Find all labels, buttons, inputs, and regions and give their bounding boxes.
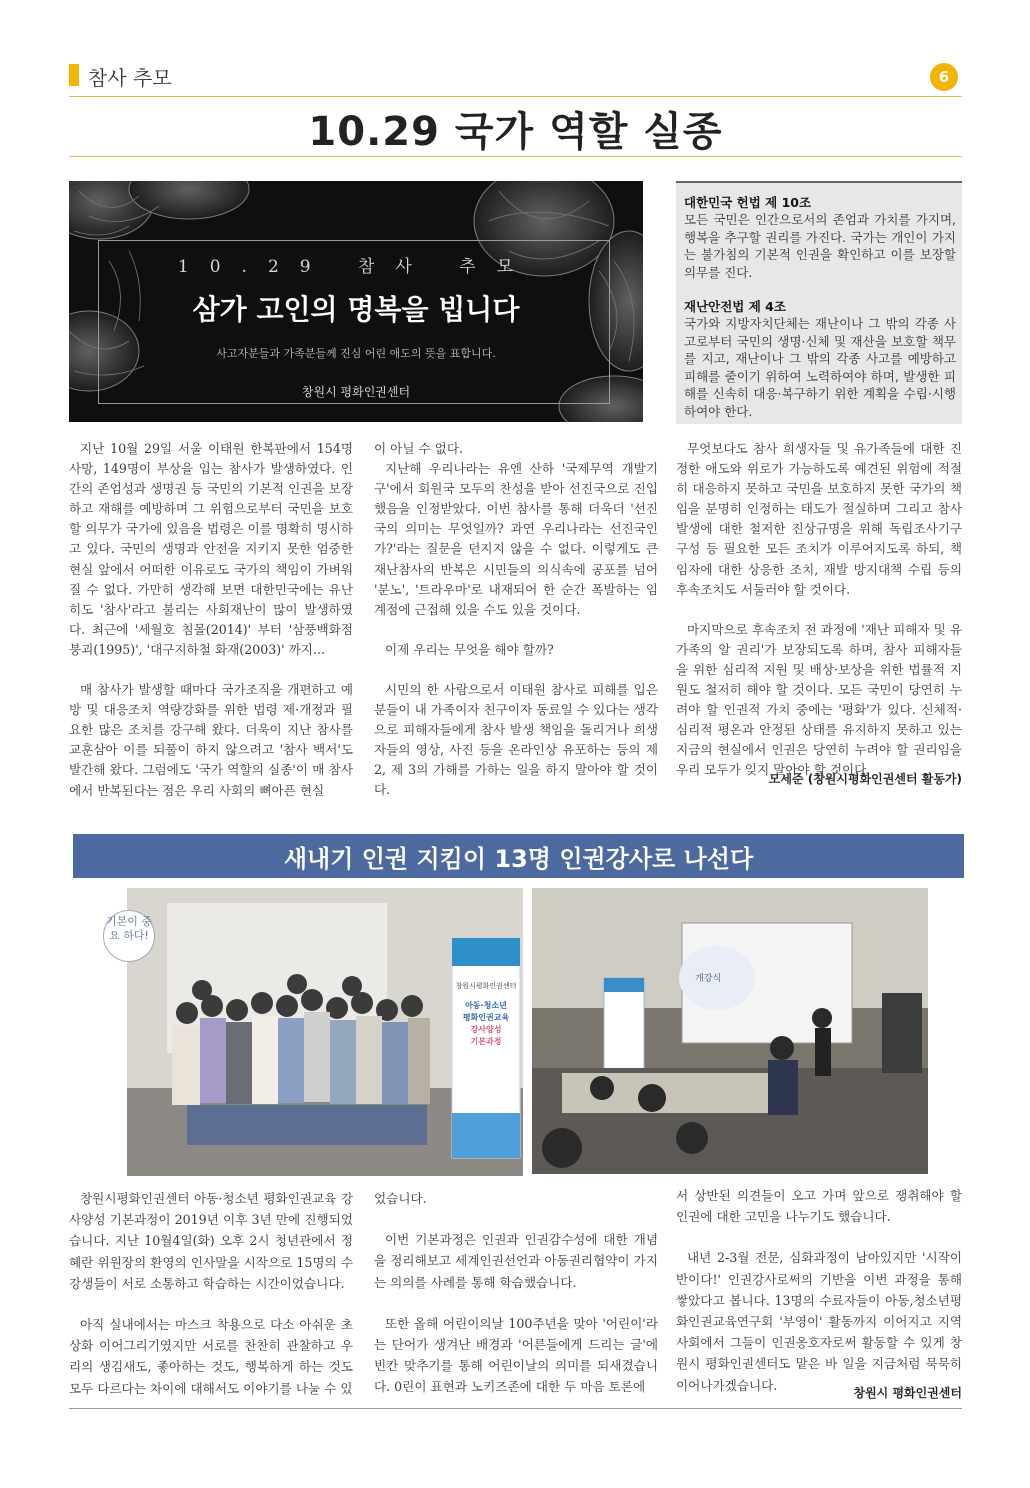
section-label: 참사 추모 bbox=[88, 66, 172, 90]
classroom-photo bbox=[532, 888, 928, 1174]
paragraph: 매 참사가 발생할 때마다 국가조직을 개편하고 예방 및 대응조치 역량강화를 위한 법령 제·개정과 필요한 많은 조치를 강구해 왔다. 더욱이 지난 참사를 교훈삼아 이를 되풀이 하지 않으려고 '참사 백서'도 발간해 왔다. 그럼에도 '국가 역할의 실종'이 매 참사에서 반복된다는 점은 우리 사회의 뼈아픈 현실 bbox=[69, 682, 353, 798]
article1-column-3 bbox=[676, 439, 962, 781]
paragraph: 서 상반된 의견들이 오고 가며 앞으로 쟁취해야 할 인권에 대한 고민을 나누기도 했습니다. bbox=[676, 1188, 962, 1225]
article2-title: 새내기 인권 지킴이 13명 인권강사로 나선다 bbox=[283, 845, 754, 873]
speech-bubble: 기본이 중요 하다! bbox=[103, 910, 155, 962]
paragraph: 지난해 우리나라는 유엔 산하 '국제무역 개발기구'에서 회원국 모두의 찬성을 받아 선진국으로 진입했음을 인정받았다. 이번 참사를 통해 더욱더 '선진국의 의미는 무엇일까? 과연 우리나라는 선진국인가?'라는 질문을 던지지 않을 수 없다. 이렇게도 큰 재난참사의 반복은 시민들의 의식속에 공포를 넘어 '분노', '트라우마'로 내재되어 한 순간 폭발하는 임계점에 근접해 있을 수도 있을 것이다. bbox=[374, 461, 658, 617]
paragraph: 었습니다. bbox=[374, 1191, 427, 1206]
article2-signature: 창원시 평화인권센터 bbox=[853, 1386, 962, 1400]
law-heading-disaster: 재난안전법 제 4조 bbox=[684, 299, 786, 314]
banner-title: 삼가 고인의 명복을 빕니다 bbox=[192, 293, 520, 326]
paragraph: 창원시평화인권센터 아동·청소년 평화인권교육 강사양성 기본과정이 2019년 이후 3년 만에 진행되었습니다. 지난 10월4일(화) 오후 2시 청년관에서 정혜란 위원장의 환영의 인사말을 시작으로 15명의 수강생들이 서로 소통하고 학습하는 시간이었습니다. bbox=[69, 1191, 353, 1291]
screen-text: 개강식 bbox=[695, 974, 722, 984]
paragraph: 마지막으로 후속조치 전 과정에 '재난 피해자 및 유가족의 알 권리'가 보장되도록 하며, 참사 피해자들을 위한 심리적 지원 및 배상·보상을 위한 법률적 지원도 철저히 해야 할 것이다. 모든 국민이 당연히 누려야 할 인권적 가치 중에는 '평화'가 있다. 신체적·심리적 평온과 안정된 상태를 유지하지 못하고 있는 지금의 현실에서 인권은 당연히 누려야 할 권리임을 우리 모두가 잊지 말아야 할 것이다. bbox=[676, 621, 962, 778]
sign-line-2: 평화인권교육 bbox=[462, 1013, 510, 1022]
page-number: 6 bbox=[930, 63, 958, 91]
paragraph: 이제 우리는 무엇을 해야 할까? bbox=[385, 641, 554, 657]
article1-signature: 모세준 (창원시평화인권센터 활동가) bbox=[768, 772, 962, 786]
paragraph: 이번 기본과정은 인권과 인권감수성에 대한 개념을 정리해보고 세계인권선언과 아동권리협약이 가지는 의의를 사례를 통해 학습했습니다. bbox=[374, 1232, 658, 1290]
paragraph: 지난 10월 29일 서울 이태원 한복판에서 154명 사망, 149명이 부상을 입는 참사가 발생하였다. 인간의 존엄성과 생명권 등 국민의 기본적 인권을 보장하고 재해를 예방하며 그 위험으로부터 국민을 보호할 의무가 국가에 있음을 법령은 이를 명확히 명시하고 있다. 국민의 생명과 안전을 지키지 못한 엄중한 현실 앞에서 어떠한 이유로도 국가의 책임이 가벼워질 수 없다. 가만히 생각해 보면 대한민국에는 유난히도 '참사'라고 불리는 사회재난이 많이 발생하였다. 최근에 '세월호 침몰(2014)' 부터 '삼풍백화점 붕괴(1995)', '대구지하철 화재(2003)' 까지... bbox=[69, 441, 353, 657]
paragraph: 아직 실내에서는 마스크 착용으로 다소 아쉬운 초상화 이어그리기였지만 서로를 찬찬히 관찰하고 우리의 생김새도, 좋아하는 것도, 행복하게 하는 것도 모두 다르다는 차이에 대해서도 이야기를 나눌 수 있 bbox=[69, 1317, 353, 1396]
header-rule-bottom bbox=[69, 156, 962, 157]
article2-column-2 bbox=[374, 1188, 658, 1398]
section-marker bbox=[69, 64, 79, 86]
header-rule-top bbox=[69, 96, 962, 97]
group-photo bbox=[127, 888, 523, 1176]
banner-kicker: 10.29 참사 추모 bbox=[177, 257, 535, 277]
article2-column-3 bbox=[676, 1185, 962, 1396]
sign-line-3: 강사양성 bbox=[470, 1025, 502, 1034]
banner-org: 창원시 평화인권센터 bbox=[301, 385, 411, 399]
page-title: 10.29 국가 역할 실종 bbox=[308, 109, 723, 155]
paragraph: 또한 올해 어린이의날 100주년을 맞아 '어린이'라는 단어가 생겨난 배경과 '어른들에게 드리는 글'에 빈칸 맞추기를 통해 어린이날의 의미를 되새겼습니다. 0린이 표현과 노키즈존에 대한 두 마음 토론에 bbox=[374, 1315, 658, 1395]
paragraph: 무엇보다도 참사 희생자들 및 유가족들에 대한 진정한 애도와 위로가 가능하도록 예견된 위험에 적절히 대응하지 못하고 국민을 보호하지 못한 국가의 책임을 분명히 인정하는 태도가 절실하며 그리고 참사발생에 대한 철저한 진상규명을 위해 독립조사기구 구성 등 필요한 모든 조치가 이루어지도록 하되, 책임자에 대한 상응한 조치, 재발 방지대책 수립 등의 후속조치도 서둘러야 할 것이다. bbox=[676, 441, 962, 597]
article1-column-2 bbox=[374, 439, 658, 801]
article1-column-1 bbox=[69, 439, 353, 801]
law-text-constitution: 모든 국민은 인간으로서의 존엄과 가치를 가지며, 행복을 추구할 권리를 가진다. 국가는 개인이 가지는 불가침의 기본적 인권을 확인하고 이를 보장할 의무를 진다. bbox=[684, 212, 956, 280]
sign-line-1: 아동·청소년 bbox=[465, 1001, 507, 1010]
law-heading-constitution: 대한민국 헌법 제 10조 bbox=[684, 195, 812, 210]
article2-column-1 bbox=[69, 1188, 353, 1399]
law-text-disaster: 국가와 지방자치단체는 재난이나 그 밖의 각종 사고로부터 국민의 생명·신체 및 재산을 보호할 책무를 지고, 재난이나 그 밖의 각종 사고를 예방하고 피해를 줄이기 위하여 노력하여야 하며, 발생한 피해를 신속히 대응·복구하기 위한 계획을 수립·시행하여야 한다. bbox=[684, 316, 956, 419]
sign-line-4: 기본과정 bbox=[470, 1037, 502, 1046]
banner-subtitle: 사고자분들과 가족분들께 진심 어린 애도의 뜻을 표합니다. bbox=[216, 347, 496, 360]
paragraph: 시민의 한 사람으로서 이태원 참사로 피해를 입은 분들이 내 가족이자 친구이자 동료일 수 있다는 생각으로 피해자들에게 참사 발생 책임을 돌리거나 희생자들의 영상, 사진 등을 온라인상 유포하는 등의 제 2, 제 3의 가해를 가하는 일을 하지 말아야 할 것이다. bbox=[374, 681, 658, 798]
law-box bbox=[676, 181, 962, 424]
paragraph: 내년 2-3월 전문, 심화과정이 남아있지만 '시작이 반이다!' 인권강사로써의 기반을 이번 과정을 통해 쌓았다고 봅니다. 13명의 수료자들이 아동,청소년평화인권교육연구회 '부영이' 활동까지 이어지고 지역사회에서 그들이 인권옹호자로써 활동할 수 있게 창원시 평화인권센터도 맡은 바 일을 지금처럼 묵묵히 이어나가겠습니다. bbox=[676, 1250, 962, 1393]
footer-rule bbox=[69, 1408, 962, 1409]
sign-org: 창원시평화인권센터 bbox=[455, 982, 517, 990]
paragraph: 이 아닐 수 없다. bbox=[374, 441, 464, 456]
